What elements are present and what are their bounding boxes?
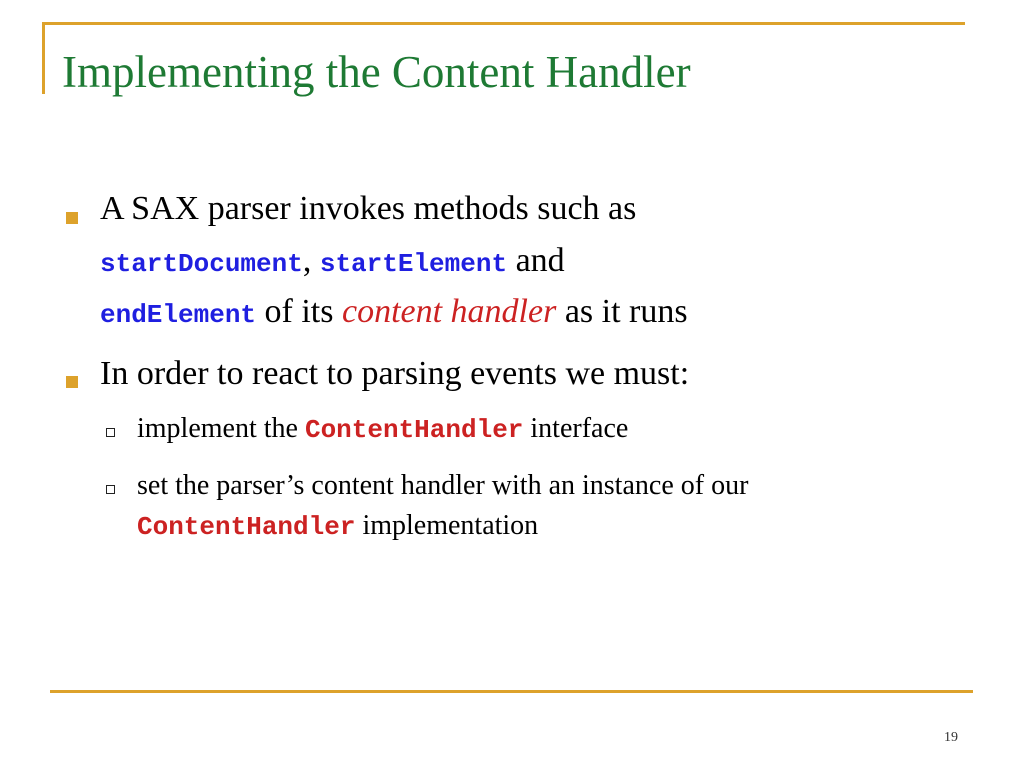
- emphasis-content-handler: content handler: [341, 293, 557, 330]
- sub-bullet-2-line-2: [137, 510, 538, 542]
- code-startElement: startElement: [319, 249, 508, 279]
- code-endElement: endElement: [100, 300, 257, 330]
- text-and: and: [507, 242, 565, 279]
- page-number: 19: [944, 730, 958, 745]
- separator-comma: ,: [302, 242, 320, 279]
- bullet-1-line-1: A SAX parser invokes methods such as: [100, 190, 637, 227]
- text-implement-the: implement the: [137, 413, 305, 444]
- bullet-1-line-3: [100, 293, 688, 331]
- bullet-square-icon: [66, 376, 78, 388]
- text-interface: interface: [523, 413, 629, 444]
- text-of-its: of its: [256, 293, 342, 330]
- text-implementation: implementation: [355, 510, 539, 541]
- sub-bullet-2-line-1: set the parser’s content handler with an instance of our: [137, 470, 749, 501]
- bullet-2-line-1: In order to react to parsing events we must:: [100, 355, 690, 392]
- code-ContentHandler: ContentHandler: [137, 512, 356, 542]
- text-as-it-runs: as it runs: [556, 293, 688, 330]
- code-ContentHandler: ContentHandler: [304, 415, 524, 445]
- sub-bullet-1: [137, 413, 628, 445]
- bullet-1-line-2: [100, 242, 565, 280]
- footer-rule: [50, 690, 973, 693]
- sub-bullet-hollow-square-icon: [106, 485, 115, 494]
- sub-bullet-hollow-square-icon: [106, 428, 115, 437]
- slide-title: Implementing the Content Handler: [62, 47, 691, 97]
- code-startDocument: startDocument: [100, 249, 303, 279]
- bullet-square-icon: [66, 212, 78, 224]
